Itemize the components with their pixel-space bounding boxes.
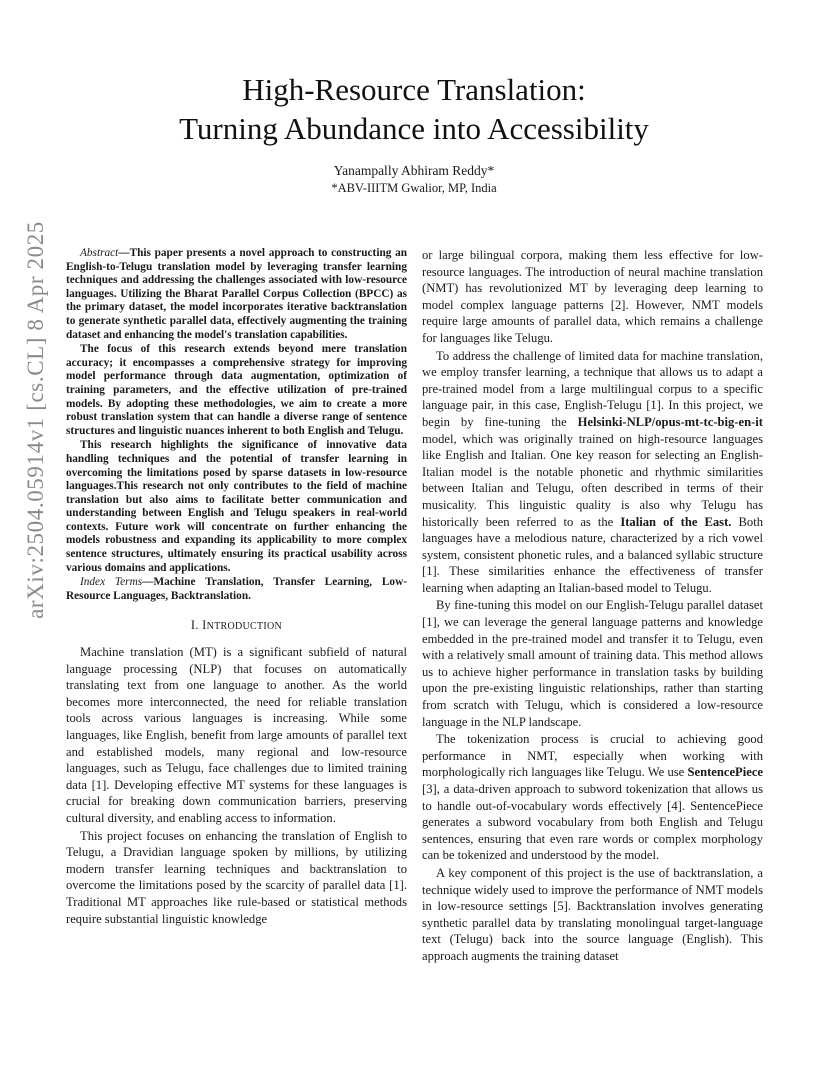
arxiv-identifier: arXiv:2504.05914v1 [cs.CL] 8 Apr 2025: [23, 221, 48, 619]
p5-text-b: [3], a data-driven approach to subword tokenization that allows us to handle out-of-vocabulary words effectively [4]. SentencePiece generates a subword vocabulary from both English and Telugu sentences, ensuring that even rare words or complex morphology can be tokenized and understood by the model.: [422, 782, 763, 863]
abstract-paragraph-1: [66, 247, 407, 342]
author-name: Yanampally Abhiram Reddy*: [333, 163, 495, 178]
intro-paragraph-6: A key component of this project is the use of backtranslation, a technique widely used to improve the performance of NMT models in low-resource settings [5]. Backtranslation involves generating synthetic parallel data by translating monolingual target-language text (Telugu) back into the source language (English). This approach augments the training dataset: [422, 865, 763, 963]
abstract-label: Abstract: [80, 247, 119, 259]
right-column: [422, 247, 763, 966]
section-initial: I: [202, 618, 207, 633]
intro-paragraph-5: [422, 731, 763, 864]
left-column: [66, 247, 407, 928]
index-terms-text: —Machine Translation, Transfer Learning, Low-Resource Languages, Backtranslation.: [66, 576, 408, 602]
intro-paragraph-3: [422, 348, 763, 597]
model-name: Helsinki-NLP/opus-mt-tc-big-en-it: [577, 414, 763, 429]
section-title-rest: NTRODUCTION: [206, 621, 283, 633]
intro-paragraph-4: By fine-tuning this model on our English-Telugu parallel dataset [1], we can leverage the general language patterns and knowledge embedded in the pre-trained model and transfer it to Telugu, even with a relatively small amount of training data. This method allows us to achieve higher performance in translation tasks by building upon the pre-existing linguistic relationships, rather than starting from scratch with Telugu, which is considered a low-resource language in the NLP landscape.: [422, 598, 763, 729]
author-affiliation: *ABV-IIITM Gwalior, MP, India: [331, 181, 497, 195]
p3-text-c: Both languages have a melodious nature, characterized by a rich vowel system, consistent phonetic rules, and a balanced syllabic structure [1]. These similarities enhance the effectiveness of transfer learning when adapting an Italian-based model to Telugu.: [422, 514, 763, 595]
section-heading-introduction: [66, 617, 407, 636]
abstract-paragraph-2: The focus of this research extends beyond mere translation accuracy; it encompasses a comprehensive strategy for improving model performance through data augmentation, optimization of training parameters, and the effective utilization of pre-trained models. By adopting these methodologies, we aim to create a more robust translation system that can handle a diverse range of sentence structures and linguistic nuances inherent to both English and Telugu.: [66, 343, 407, 437]
p3-text-b: model, which was originally trained on high-resource languages like English and Italian. One key reason for selecting an English-Italian model is the notable phonetic and rhythmic similarities between Italian and Telugu, often described in terms of their musicality. This linguistic quality is also why Telugu has historically been referred to as the: [422, 431, 763, 529]
intro-paragraph-2-continued: or large bilingual corpora, making them less effective for low-resource languages. The introduction of neural machine translation (NMT) has revolutionized MT by leveraging deep learning to model complex language patterns [2]. However, NMT models require large amounts of parallel data, which remains a challenge for languages like Telugu.: [422, 248, 763, 345]
title-line-2: Turning Abundance into Accessibility: [179, 111, 649, 146]
abstract-paragraph-3: This research highlights the significance of innovative data handling techniques and the potential of transfer learning in overcoming the limitations posed by sparse datasets in low-resource languages.This research not only contributes to the field of machine translation but also aims to facilitate better communication and understanding between English and Telugu speakers in real-world contexts. Future work will concentrate on further enhancing the models robustness and expanding its applicability to more complex sentence structures, ultimately ensuring its practical usability across various domains and applications.: [66, 439, 407, 574]
section-numeral: I.: [190, 618, 203, 633]
italian-of-the-east: Italian of the East.: [620, 514, 732, 529]
intro-paragraph-1: Machine translation (MT) is a significant subfield of natural language processing (NLP) that focuses on automatically translating text from one language to another. As the world becomes more interconnected, the need for reliable translation tools across various languages is increasing. While some languages, like English, benefit from large amounts of parallel text and established models, many regional and low-resource languages, such as Telugu, face challenges due to limited training data [1]. Developing effective MT systems for these languages is crucial for breaking down communication barriers, preserving cultural diversity, and enabling access to information.: [66, 645, 407, 825]
abstract-text-1: —This paper presents a novel approach to constructing an English-to-Telugu translation model by leveraging transfer learning techniques and addressing the challenges associated with low-resource languages. Utilizing the Bharat Parallel Corpus Collection (BPCC) as the primary dataset, the model incorporates iterative backtranslation to generate synthetic parallel data, effectively augmenting the training dataset and enhancing the model's translation capabilities.: [66, 247, 407, 341]
sentencepiece-term: SentencePiece: [687, 765, 763, 780]
paper-title: [100, 70, 728, 148]
intro-paragraph-2: This project focuses on enhancing the translation of English to Telugu, a Dravidian language spoken by millions, by utilizing modern transfer learning techniques and backtranslation to overcome the limitations posed by the scarcity of parallel data [1]. Traditional MT approaches like rule-based or statistical methods require substantial linguistic knowledge: [66, 828, 407, 926]
index-terms: [66, 576, 407, 603]
title-line-1: High-Resource Translation:: [242, 72, 586, 107]
p5-text-a: The tokenization process is crucial to achieving good performance in NMT, especially when working with morphologically rich languages like Telugu. We use: [422, 732, 763, 780]
p3-text-a: To address the challenge of limited data for machine translation, we employ transfer learning, a technique that allows us to adapt a pre-trained model from a large multilingual corpus to a specific language pair, in this case, English-Telugu [1]. In this project, we begin by fine-tuning the: [422, 348, 763, 429]
index-terms-label: Index Terms: [80, 576, 143, 589]
